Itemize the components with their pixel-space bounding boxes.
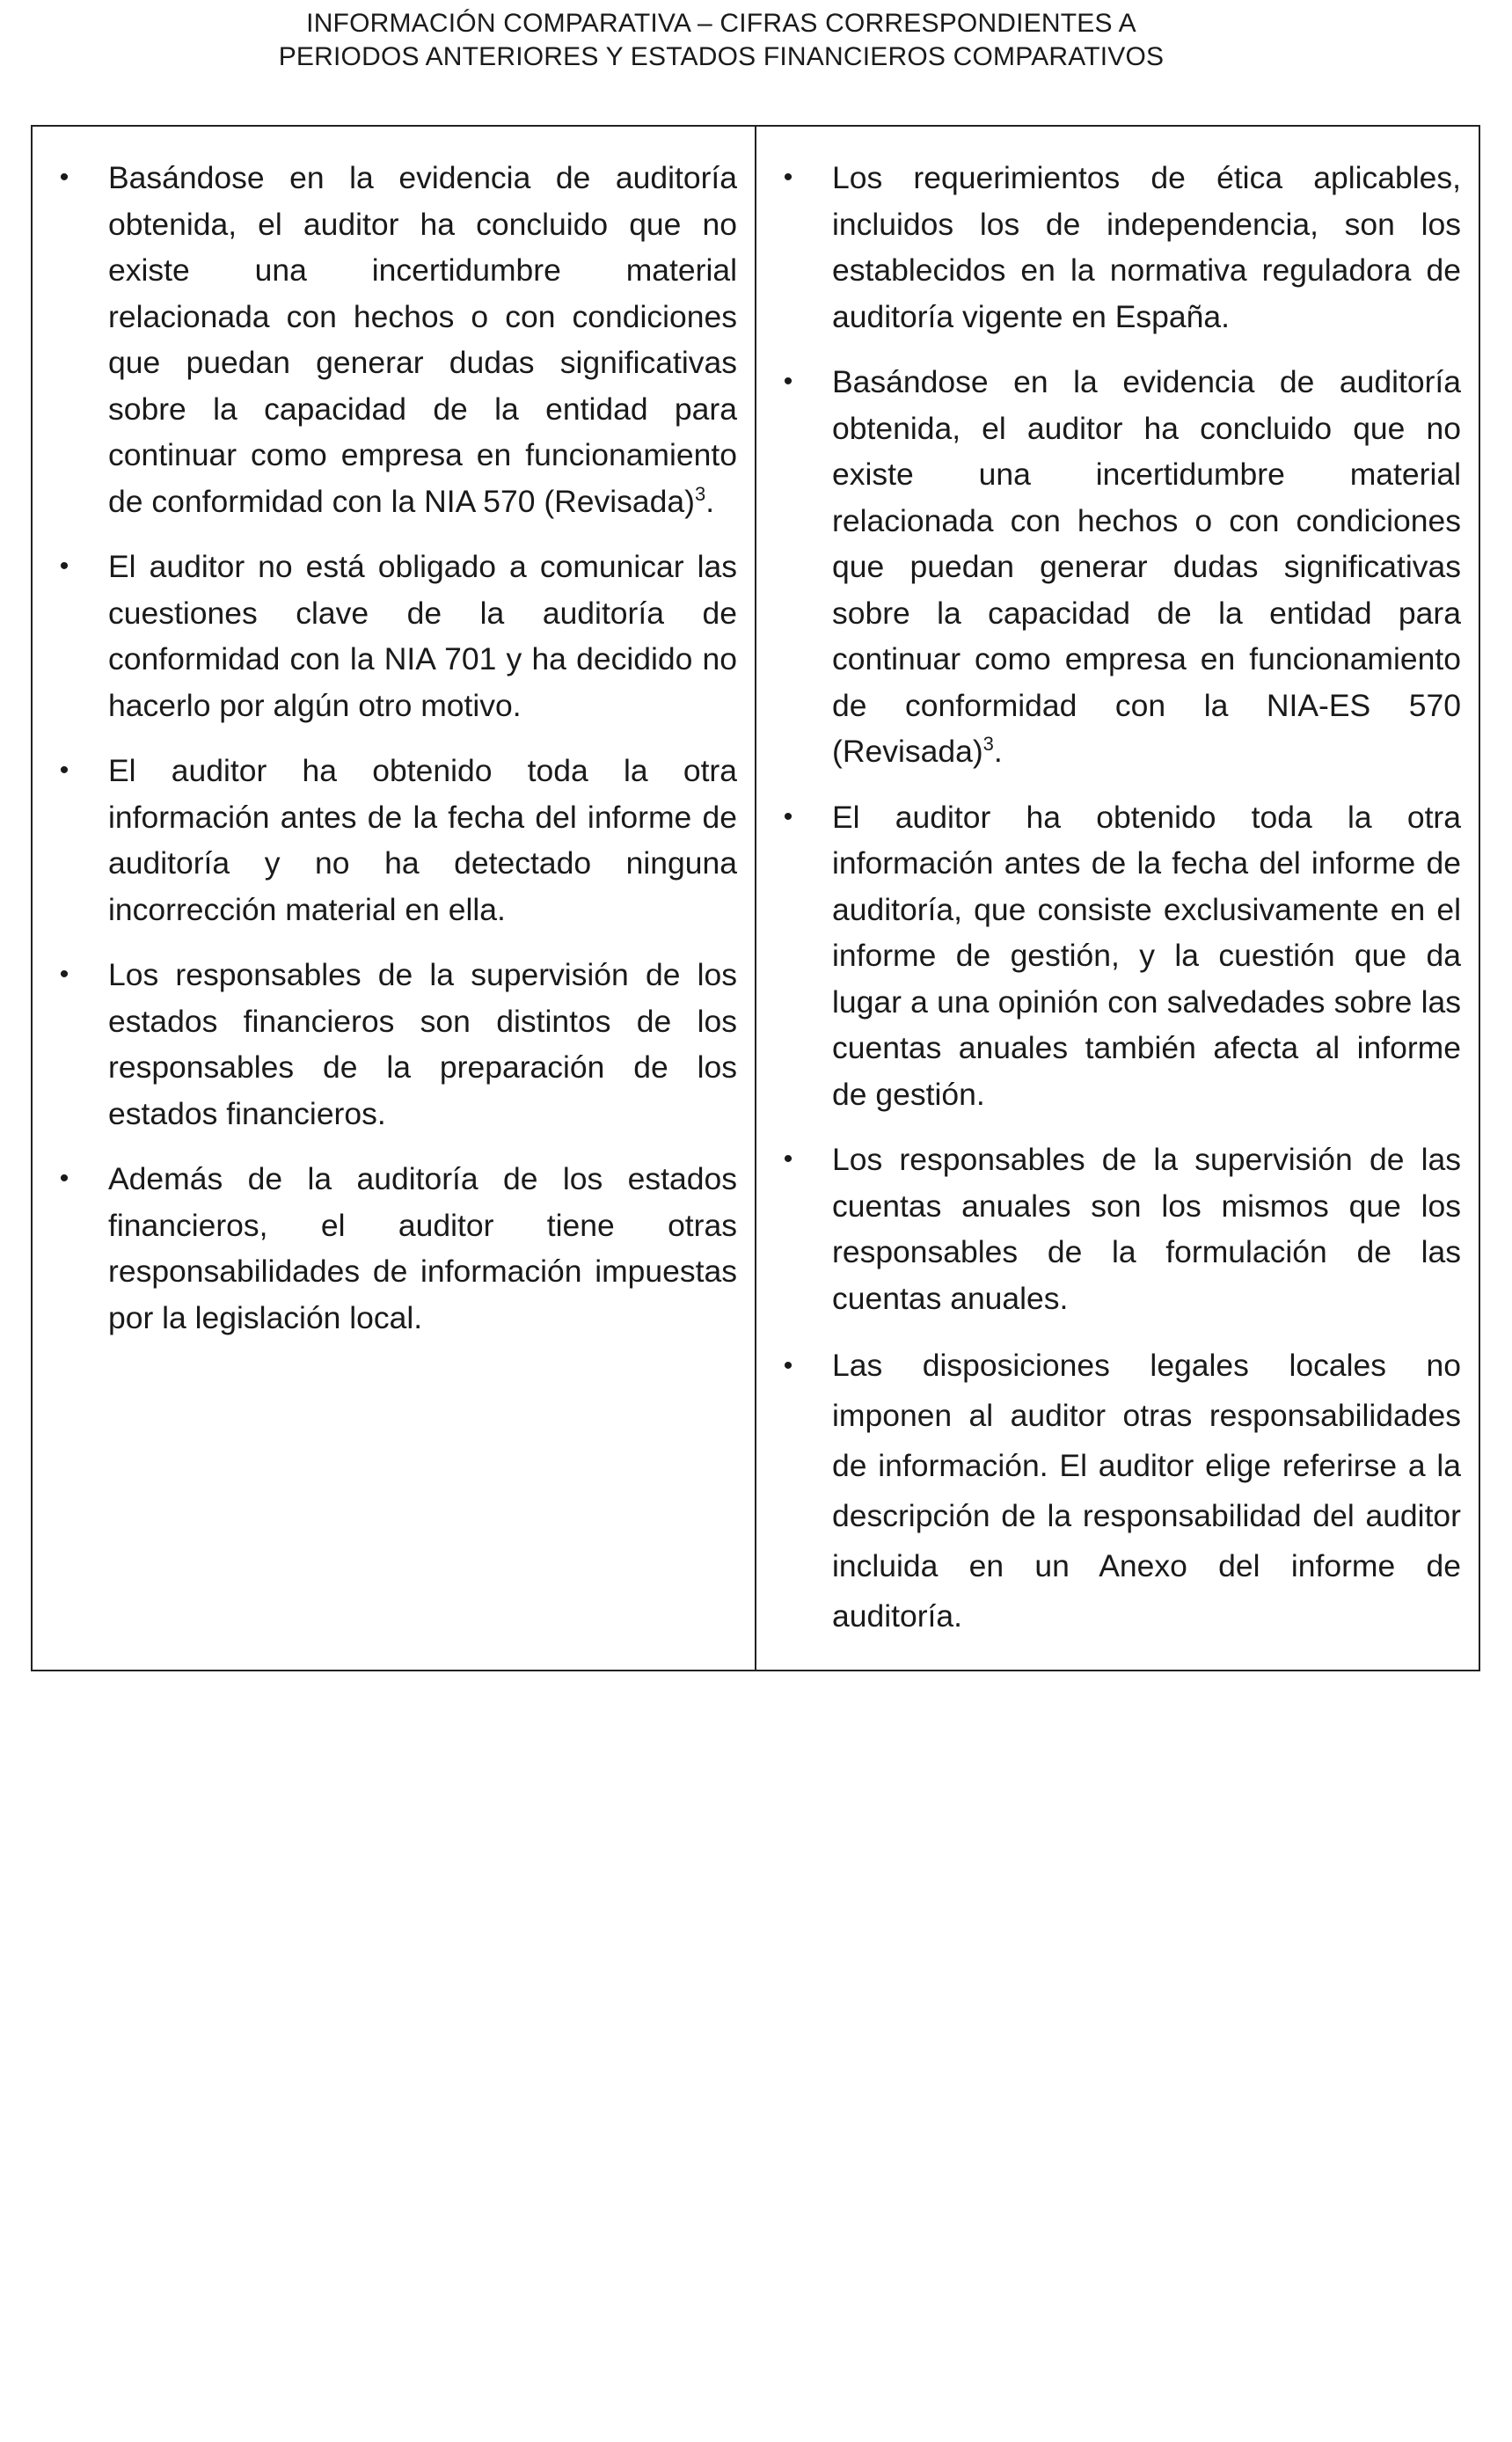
left-bullet-item-2 — [59, 544, 737, 728]
left-bullet-item-1 — [59, 155, 737, 524]
right-bullet-2-suffix: . — [993, 734, 1003, 769]
right-bullet-item-2 — [783, 359, 1461, 775]
left-bullet-1-text: Basándose en la evidencia de auditoría obtenida, el auditor ha concluido que no existe una incertidumbre material relacionada con hechos o con condiciones que puedan generar dudas significativas sobre la capacidad de la entidad para continuar como empresa en funcionamiento de conformidad con la NIA 570 (Revisada) — [108, 160, 737, 519]
left-column — [33, 127, 756, 1670]
comparison-table — [31, 125, 1480, 1671]
bullet-icon: • — [783, 1144, 793, 1173]
bullet-icon: • — [783, 367, 793, 396]
header-title-line-2: PERIODOS ANTERIORES Y ESTADOS FINANCIEROS COMPARATIVOS — [278, 42, 1165, 71]
right-bullet-5-text: Las disposiciones legales locales no imponen al auditor otras responsabilidades de información. El auditor elige referirse a la descripción de la responsabilidad del auditor incluida en un Anexo del informe de auditoría. — [832, 1348, 1461, 1634]
bullet-icon: • — [783, 801, 793, 831]
bullet-icon: • — [59, 960, 69, 989]
page-header — [0, 7, 1443, 74]
bullet-icon: • — [59, 1164, 69, 1193]
bullet-icon: • — [59, 552, 69, 581]
right-bullet-1-text: Los requerimientos de ética aplicables, incluidos los de independencia, son los establecidos en la normativa reguladora de auditoría vigente en España. — [832, 160, 1461, 334]
right-bullet-4-text: Los responsables de la supervisión de las cuentas anuales son los mismos que los responsables de la formulación de las cuentas anuales. — [832, 1142, 1461, 1316]
bullet-icon: • — [59, 163, 69, 192]
footnote-ref: 3 — [982, 733, 994, 756]
bullet-icon: • — [59, 756, 69, 785]
right-bullet-2-text: Basándose en la evidencia de auditoría obtenida, el auditor ha concluido que no existe una incertidumbre material relacionada con hechos o con condiciones que puedan generar dudas significativas sobre la capacidad de la entidad para continuar como empresa en funcionamiento de conformidad con la NIA-ES 570 (Revisada) — [832, 364, 1461, 769]
right-bullet-3-text: El auditor ha obtenido toda la otra información antes de la fecha del informe de auditoría, que consiste exclusivamente en el informe de gestión, y la cuestión que da lugar a una opinión con salvedades sobre las cuentas anuales también afecta al informe de gestión. — [832, 799, 1461, 1112]
right-bullet-item-1 — [783, 155, 1461, 340]
left-bullet-4-text: Los responsables de la supervisión de los estados financieros son distintos de los responsables de la preparación de los estados financieros. — [108, 957, 737, 1131]
right-bullet-item-5 — [783, 1341, 1461, 1641]
right-bullet-item-4 — [783, 1137, 1461, 1321]
footnote-ref: 3 — [694, 482, 706, 505]
left-bullet-5-text: Además de la auditoría de los estados financieros, el auditor tiene otras responsabilidades de información impuestas por la legislación local. — [108, 1161, 737, 1335]
left-bullet-1-suffix: . — [705, 483, 715, 519]
left-bullet-item-5 — [59, 1156, 737, 1341]
header-title-line-1: INFORMACIÓN COMPARATIVA – CIFRAS CORRESPONDIENTES A — [306, 9, 1136, 38]
left-bullet-item-4 — [59, 952, 737, 1137]
bullet-icon: • — [783, 163, 793, 192]
bullet-icon: • — [783, 1351, 793, 1380]
right-column — [756, 127, 1479, 1670]
left-bullet-item-3 — [59, 748, 737, 932]
left-bullet-3-text: El auditor ha obtenido toda la otra información antes de la fecha del informe de auditoría y no ha detectado ninguna incorrección material en ella. — [108, 753, 737, 927]
left-bullet-2-text: El auditor no está obligado a comunicar las cuestiones clave de la auditoría de conformidad con la NIA 701 y ha decidido no hacerlo por algún otro motivo. — [108, 549, 737, 723]
right-bullet-item-3 — [783, 794, 1461, 1118]
